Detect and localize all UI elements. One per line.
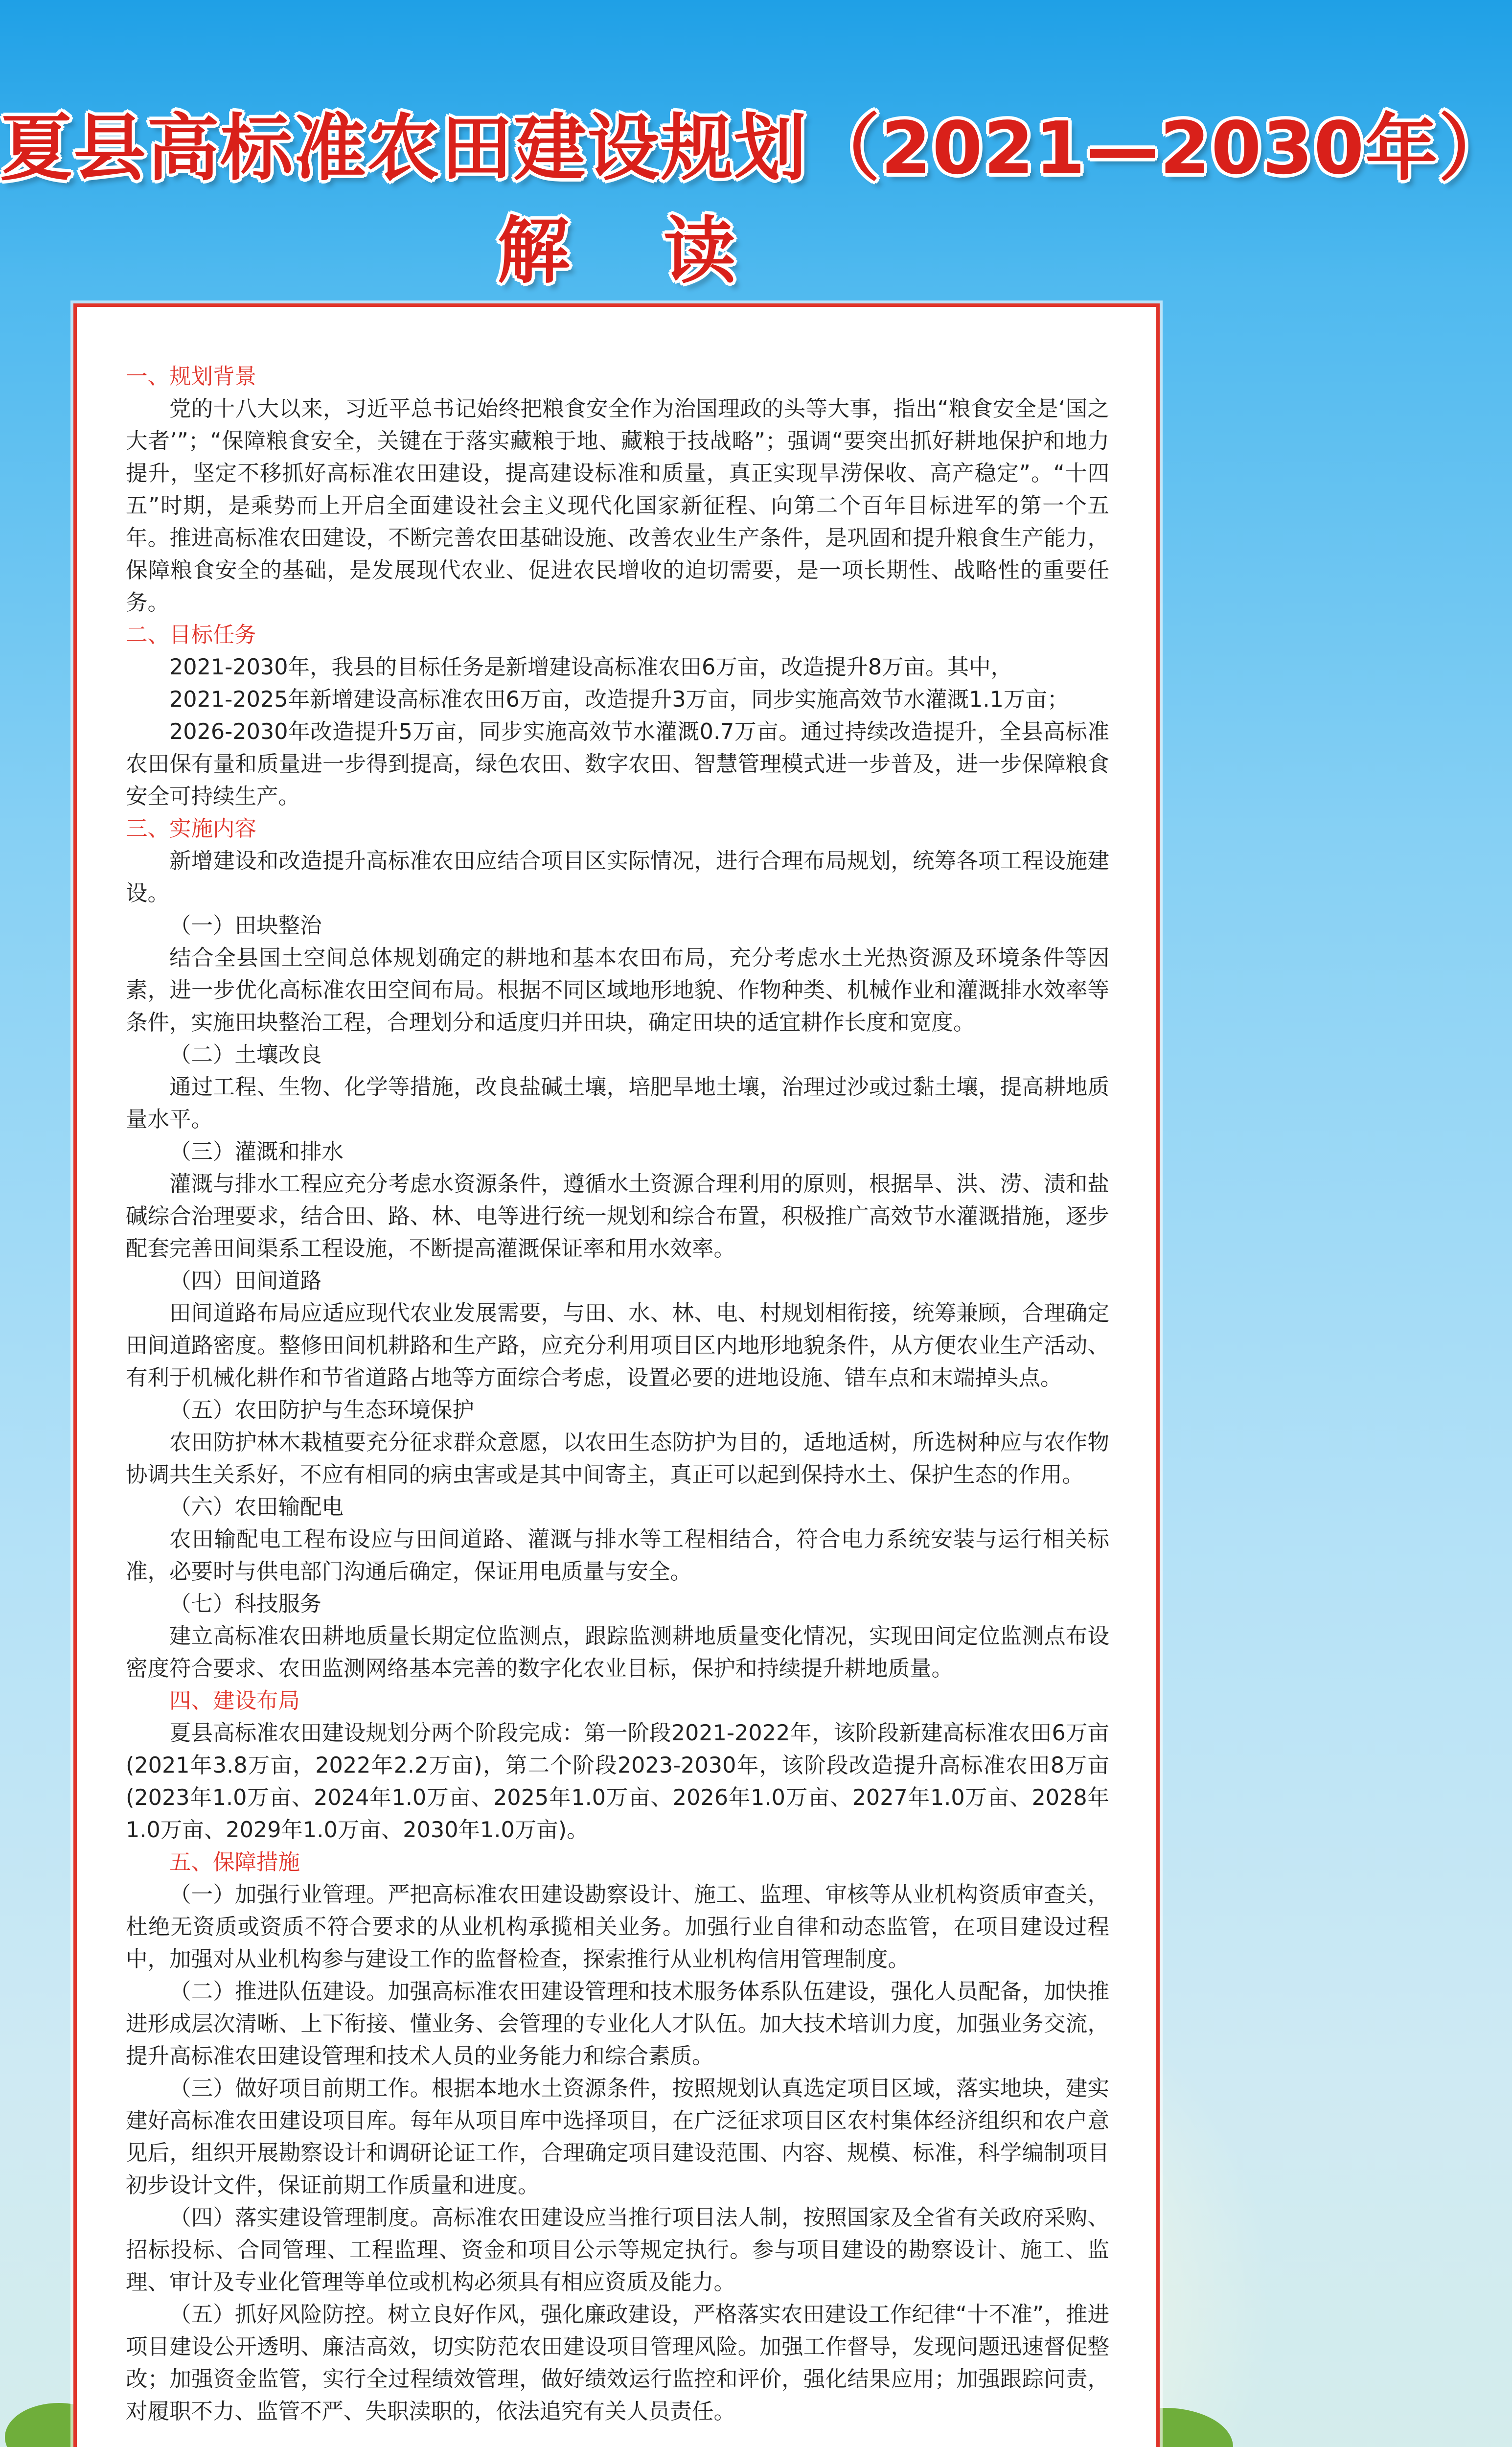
subheading: （一）田块整治 [169, 913, 322, 938]
paragraph: （三）做好项目前期工作。根据本地水土资源条件，按照规划认真选定项目区域，落实地块，建实建好高标准农田建设项目库。每年从项目库中选择项目，在广泛征求项目区农村集体经济组织和农户意见后，组织开展勘察设计和调研论证工作，合理确定项目建设范围、内容、规模、标准，科学编制项目初步设计文件，保证前期工作质量和进度。 [126, 2076, 1109, 2198]
paragraph: 农田防护林木栽植要充分征求群众意愿，以农田生态防护为目的，适地适树，所选树种应与农作物协调共生关系好，不应有相同的病虫害或是其中间寄主，真正可以起到保持水土、保护生态的作用。 [126, 1430, 1109, 1487]
paragraph: 田间道路布局应适应现代农业发展需要，与田、水、林、电、村规划相衔接，统筹兼顾，合理确定田间道路密度。整修田间机耕路和生产路，应充分利用项目区内地形地貌条件，从方便农业生产活动、有利于机械化耕作和节省道路占地等方面综合考虑，设置必要的进地设施、错车点和末端掉头点。 [126, 1301, 1109, 1390]
subheading: （七）科技服务 [169, 1592, 322, 1616]
paragraph: 夏县高标准农田建设规划分两个阶段完成：第一阶段2021-2022年，该阶段新建高标准农田6万亩(2021年3.8万亩，2022年2.2万亩)，第二个阶段2023-2030年，该阶段改造提升高标准农田8万亩(2023年1.0万亩、2024年1.0万亩、2025年1.0万亩、2026年1.0万亩、2027年1.0万亩、2028年1.0万亩、2029年1.0万亩、2030年1.0万亩)。 [126, 1721, 1109, 1843]
paragraph: 农田输配电工程布设应与田间道路、灌溉与排水等工程相结合，符合电力系统安装与运行相关标准，必要时与供电部门沟通后确定，保证用电质量与安全。 [126, 1527, 1109, 1584]
paragraph: 党的十八大以来，习近平总书记始终把粮食安全作为治国理政的头等大事，指出“粮食安全是‘国之大者’”；“保障粮食安全，关键在于落实藏粮于地、藏粮于技战略”；强调“要突出抓好耕地保护和地力提升，坚定不移抓好高标准农田建设，提高建设标准和质量，真正实现旱涝保收、高产稳定”。“十四五”时期，是乘势而上开启全面建设社会主义现代化国家新征程、向第二个百年目标进军的第一个五年。推进高标准农田建设，不断完善农田基础设施、改善农业生产条件，是巩固和提升粮食生产能力，保障粮食安全的基础，是发展现代农业、促进农民增收的迫切需要，是一项长期性、战略性的重要任务。 [126, 396, 1109, 615]
paragraph: 2021-2030年，我县的目标任务是新增建设高标准农田6万亩，改造提升8万亩。其中， [169, 655, 1013, 680]
subheading: （二）土壤改良 [169, 1042, 322, 1067]
paragraph: 灌溉与排水工程应充分考虑水资源条件，遵循水土资源合理利用的原则，根据旱、洪、涝、渍和盐碱综合治理要求，结合田、路、林、电等进行统一规划和综合布置，积极推广高效节水灌溉措施，逐步配套完善田间渠系工程设施，不断提高灌溉保证率和用水效率。 [126, 1172, 1109, 1261]
content-panel [73, 303, 1160, 2447]
paragraph: （二）推进队伍建设。加强高标准农田建设管理和技术服务体系队伍建设，强化人员配备，加快推进形成层次清晰、上下衔接、懂业务、会管理的专业化人才队伍。加大技术培训力度，加强业务交流，提升高标准农田建设管理和技术人员的业务能力和综合素质。 [126, 1979, 1109, 2069]
subheading: （六）农田输配电 [169, 1495, 344, 1520]
subheading: （三）灌溉和排水 [169, 1139, 344, 1164]
paragraph: 2021-2025年新增建设高标准农田6万亩，改造提升3万亩，同步实施高效节水灌溉1.1万亩； [169, 687, 1069, 712]
section-heading-implementation: 三、实施内容 [126, 816, 257, 841]
subheading: （五）农田防护与生态环境保护 [169, 1398, 475, 1423]
page-title: 夏县高标准农田建设规划（2021—2030年） [0, 106, 1512, 190]
section-heading-goals: 二、目标任务 [126, 623, 257, 647]
paragraph: 2026-2030年改造提升5万亩，同步实施高效节水灌溉0.7万亩。通过持续改造提升，全县高标准农田保有量和质量进一步得到提高，绿色农田、数字农田、智慧管理模式进一步普及，进一步保障粮食安全可持续生产。 [126, 719, 1109, 809]
paragraph: 结合全县国土空间总体规划确定的耕地和基本农田布局，充分考虑水土光热资源及环境条件等因素，进一步优化高标准农田空间布局。根据不同区域地形地貌、作物种类、机械作业和灌溉排水效率等条件，实施田块整治工程，合理划分和适度归并田块，确定田块的适宜耕作长度和宽度。 [126, 946, 1109, 1035]
page-subtitle: 解 读 [497, 209, 770, 293]
section-heading-layout: 四、建设布局 [169, 1688, 300, 1713]
paragraph: （四）落实建设管理制度。高标准农田建设应当推行项目法人制，按照国家及全省有关政府采购、招标投标、合同管理、工程监理、资金和项目公示等规定执行。参与项目建设的勘察设计、施工、监理、审计及专业化管理等单位或机构必须具有相应资质及能力。 [126, 2205, 1109, 2295]
paragraph: 新增建设和改造提升高标准农田应结合项目区实际情况，进行合理布局规划，统筹各项工程设施建设。 [126, 849, 1109, 906]
section-heading-safeguards: 五、保障措施 [169, 1850, 300, 1875]
content-body [126, 361, 1109, 2428]
paragraph: 建立高标准农田耕地质量长期定位监测点，跟踪监测耕地质量变化情况，实现田间定位监测点布设密度符合要求、农田监测网络基本完善的数字化农业目标，保护和持续提升耕地质量。 [126, 1624, 1109, 1681]
paragraph: （一）加强行业管理。严把高标准农田建设勘察设计、施工、监理、审核等从业机构资质审查关，杜绝无资质或资质不符合要求的从业机构承揽相关业务。加强行业自律和动态监管，在项目建设过程中，加强对从业机构参与建设工作的监督检查，探索推行从业机构信用管理制度。 [126, 1882, 1109, 1972]
section-heading-background: 一、规划背景 [126, 364, 257, 389]
subheading: （四）田间道路 [169, 1269, 322, 1293]
paragraph: （五）抓好风险防控。树立良好作风，强化廉政建设，严格落实农田建设工作纪律“十不准”，推进项目建设公开透明、廉洁高效，切实防范农田建设项目管理风险。加强工作督导，发现问题迅速督促整改；加强资金监管，实行全过程绩效管理，做好绩效运行监控和评价，强化结果应用；加强跟踪问责，对履职不力、监管不严、失职渎职的，依法追究有关人员责任。 [126, 2302, 1109, 2424]
paragraph: 通过工程、生物、化学等措施，改良盐碱土壤，培肥旱地土壤，治理过沙或过黏土壤，提高耕地质量水平。 [126, 1075, 1109, 1132]
